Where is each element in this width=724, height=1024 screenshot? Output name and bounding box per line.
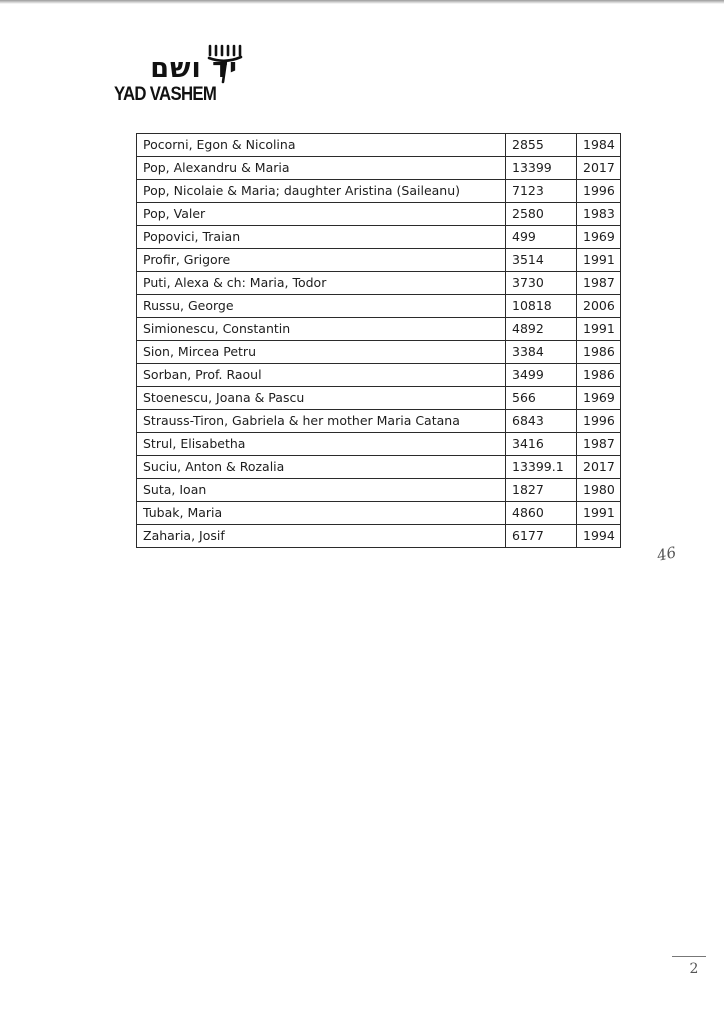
file-number-cell: 4860	[506, 502, 577, 525]
year-cell: 2017	[577, 157, 621, 180]
file-number-cell: 2580	[506, 203, 577, 226]
file-number-cell: 3499	[506, 364, 577, 387]
table-row	[137, 134, 621, 157]
table-row	[137, 295, 621, 318]
name-cell: Pop, Alexandru & Maria	[137, 157, 506, 180]
righteous-list-table	[136, 133, 621, 548]
name-cell: Sorban, Prof. Raoul	[137, 364, 506, 387]
name-cell: Popovici, Traian	[137, 226, 506, 249]
table-row	[137, 433, 621, 456]
handwritten-note: 46	[655, 543, 678, 565]
name-cell: Sion, Mircea Petru	[137, 341, 506, 364]
table-body	[137, 134, 621, 548]
year-cell: 1994	[577, 525, 621, 548]
year-cell: 1969	[577, 226, 621, 249]
file-number-cell: 13399	[506, 157, 577, 180]
year-cell: 1986	[577, 341, 621, 364]
year-cell: 1984	[577, 134, 621, 157]
table-row	[137, 226, 621, 249]
name-cell: Russu, George	[137, 295, 506, 318]
name-cell: Pocorni, Egon & Nicolina	[137, 134, 506, 157]
name-cell: Pop, Nicolaie & Maria; daughter Aristina (Saileanu)	[137, 180, 506, 203]
year-cell: 1991	[577, 249, 621, 272]
name-cell: Strul, Elisabetha	[137, 433, 506, 456]
file-number-cell: 4892	[506, 318, 577, 341]
page-number: 2	[689, 961, 699, 977]
table-row	[137, 410, 621, 433]
name-cell: Profir, Grigore	[137, 249, 506, 272]
name-cell: Suta, Ioan	[137, 479, 506, 502]
table-row	[137, 479, 621, 502]
table-row	[137, 157, 621, 180]
year-cell: 2006	[577, 295, 621, 318]
logo-latin-text: YAD VASHEM	[114, 83, 217, 105]
year-cell: 1987	[577, 272, 621, 295]
year-cell: 1996	[577, 180, 621, 203]
table-row	[137, 180, 621, 203]
file-number-cell: 2855	[506, 134, 577, 157]
name-cell: Zaharia, Josif	[137, 525, 506, 548]
name-cell: Strauss-Tiron, Gabriela & her mother Maria Catana	[137, 410, 506, 433]
table-row	[137, 364, 621, 387]
name-cell: Pop, Valer	[137, 203, 506, 226]
year-cell: 2017	[577, 456, 621, 479]
yad-vashem-logo	[112, 40, 262, 106]
name-cell: Stoenescu, Joana & Pascu	[137, 387, 506, 410]
year-cell: 1986	[577, 364, 621, 387]
table-row	[137, 502, 621, 525]
file-number-cell: 10818	[506, 295, 577, 318]
file-number-cell: 566	[506, 387, 577, 410]
table-row	[137, 387, 621, 410]
file-number-cell: 3730	[506, 272, 577, 295]
year-cell: 1987	[577, 433, 621, 456]
file-number-cell: 3384	[506, 341, 577, 364]
name-cell: Puti, Alexa & ch: Maria, Todor	[137, 272, 506, 295]
table-row	[137, 525, 621, 548]
page-number-rule	[672, 956, 706, 957]
file-number-cell: 3514	[506, 249, 577, 272]
table-row	[137, 456, 621, 479]
table-row	[137, 249, 621, 272]
name-cell: Tubak, Maria	[137, 502, 506, 525]
file-number-cell: 499	[506, 226, 577, 249]
year-cell: 1996	[577, 410, 621, 433]
name-cell: Simionescu, Constantin	[137, 318, 506, 341]
file-number-cell: 3416	[506, 433, 577, 456]
file-number-cell: 7123	[506, 180, 577, 203]
file-number-cell: 13399.1	[506, 456, 577, 479]
table-row	[137, 341, 621, 364]
year-cell: 1991	[577, 318, 621, 341]
year-cell: 1983	[577, 203, 621, 226]
file-number-cell: 6843	[506, 410, 577, 433]
year-cell: 1991	[577, 502, 621, 525]
year-cell: 1980	[577, 479, 621, 502]
logo-hebrew-text: יד ושם	[150, 53, 238, 84]
table-row	[137, 203, 621, 226]
name-cell: Suciu, Anton & Rozalia	[137, 456, 506, 479]
file-number-cell: 6177	[506, 525, 577, 548]
table-row	[137, 318, 621, 341]
table-row	[137, 272, 621, 295]
file-number-cell: 1827	[506, 479, 577, 502]
scan-top-edge	[0, 0, 724, 4]
year-cell: 1969	[577, 387, 621, 410]
